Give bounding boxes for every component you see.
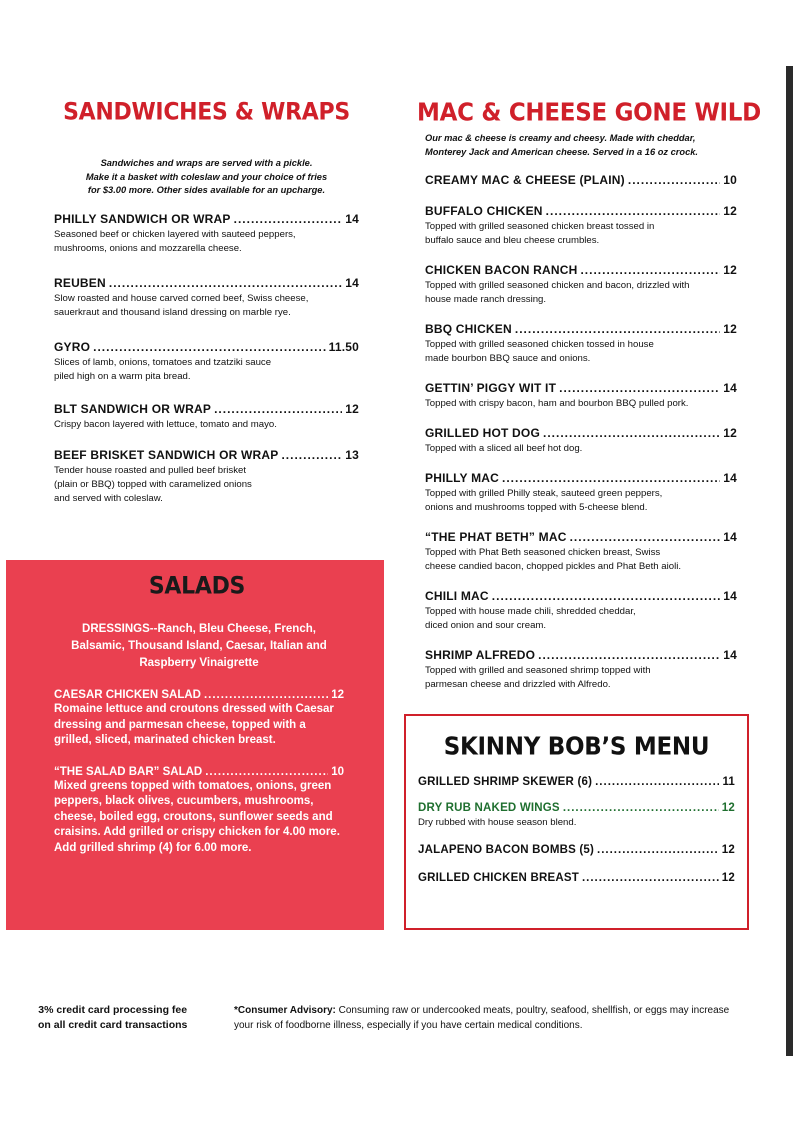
page-edge [786, 66, 793, 1056]
item-price: 11.50 [328, 339, 359, 354]
menu-item [54, 448, 359, 506]
sandwiches-section [54, 100, 359, 506]
item-name: BLT SANDWICH OR WRAP [54, 401, 212, 416]
item-description: Romaine lettuce and croutons dressed with Caesar dressing and parmesan cheese, topped with a grilled, sliced, marinated chicken breast. [54, 703, 334, 746]
item-price: 12 [331, 689, 344, 701]
item-name: PHILLY SANDWICH OR WRAP [54, 211, 231, 226]
credit-card-fee-note: 3% credit card processing fee on all credit card transactions [38, 1004, 188, 1031]
item-description: Topped with a sliced all beef hot dog. [425, 443, 583, 454]
dot-leader [563, 802, 719, 814]
item-price: 13 [345, 447, 359, 462]
dot-leader [538, 648, 720, 662]
advisory-label: *Consumer Advisory: [234, 1005, 336, 1016]
item-price: 12 [723, 204, 737, 218]
item-price: 12 [721, 844, 735, 856]
item-name: “THE SALAD BAR” SALAD [54, 765, 203, 778]
menu-item [54, 402, 359, 432]
skinny-title: SKINNY BOB’S MENU [443, 732, 710, 762]
dot-leader [93, 340, 325, 354]
menu-item [418, 844, 735, 856]
item-name: BEEF BRISKET SANDWICH OR WRAP [54, 447, 279, 462]
dot-leader [570, 530, 721, 544]
item-name: PHILLY MAC [425, 471, 500, 485]
item-name: CREAMY MAC & CHEESE (PLAIN) [425, 173, 625, 187]
menu-item [425, 471, 737, 515]
item-name: DRY RUB NAKED WINGS [418, 802, 560, 814]
item-name: BUFFALO CHICKEN [425, 204, 543, 218]
dot-leader [109, 276, 342, 290]
item-price: 14 [723, 530, 737, 544]
salads-section [6, 560, 384, 930]
dot-leader [580, 263, 720, 277]
item-description: Topped with Phat Beth seasoned chicken breast, Swiss cheese candied bacon, chopped pickles and Phat Beth aioli. [425, 547, 682, 572]
dot-leader [546, 204, 721, 218]
dot-leader [281, 448, 342, 462]
menu-item [54, 276, 359, 320]
menu-item [54, 689, 344, 749]
item-name: CHICKEN BACON RANCH [425, 263, 578, 277]
menu-item [54, 340, 359, 384]
menu-item [425, 381, 737, 411]
dressings-list: DRESSINGS--Ranch, Bleu Cheese, French, Balsamic, Thousand Island, Caesar, Italian and Raspberry Vinaigrette [71, 623, 327, 669]
item-price: 12 [723, 263, 737, 277]
menu-item [425, 426, 737, 456]
item-name: REUBEN [54, 275, 106, 290]
item-name: GRILLED CHICKEN BREAST [418, 872, 579, 884]
item-price: 14 [723, 589, 737, 603]
mac-title: MAC & CHEESE GONE WILD [417, 98, 761, 128]
item-description: Topped with grilled Philly steak, sauteed green peppers, onions and mushrooms topped with 5-cheese blend. [425, 488, 663, 513]
skinny-bobs-section [404, 714, 749, 930]
item-price: 12 [721, 802, 735, 814]
item-price: 14 [345, 211, 359, 226]
item-price: 14 [345, 275, 359, 290]
menu-item [425, 648, 737, 692]
item-name: SHRIMP ALFREDO [425, 648, 536, 662]
dot-leader [628, 173, 720, 187]
item-description: Topped with grilled seasoned chicken breast tossed in buffalo sauce and bleu cheese crumbles. [425, 221, 655, 246]
item-name: BBQ CHICKEN [425, 322, 512, 336]
dot-leader [234, 212, 343, 226]
item-description: Topped with grilled and seasoned shrimp topped with parmesan cheese and drizzled with Alfredo. [425, 665, 651, 690]
item-name: CHILI MAC [425, 589, 489, 603]
salads-title: SALADS [148, 572, 246, 601]
item-price: 12 [723, 322, 737, 336]
mac-intro: Our mac & cheese is creamy and cheesy. Made with cheddar, Monterey Jack and American cheese. Served in a 16 oz crock. [425, 133, 699, 157]
sandwiches-intro: Sandwiches and wraps are served with a pickle. Make it a basket with coleslaw and your choice of fries for $3.00 more. Other sides available for an upcharge. [85, 158, 328, 195]
item-description: Topped with house made chili, shredded cheddar, diced onion and sour cream. [425, 606, 636, 631]
item-description: Tender house roasted and pulled beef brisket (plain or BBQ) topped with caramelized onions and served with coleslaw. [54, 464, 252, 504]
item-name: GRILLED HOT DOG [425, 426, 540, 440]
item-name: GRILLED SHRIMP SKEWER (6) [418, 776, 593, 788]
item-name: CAESAR CHICKEN SALAD [54, 689, 201, 701]
item-price: 10 [723, 173, 737, 187]
dot-leader [515, 322, 720, 336]
item-description: Seasoned beef or chicken layered with sauteed peppers, mushrooms, onions and mozzarella cheese. [54, 228, 296, 254]
dot-leader [559, 381, 720, 395]
item-description: Slices of lamb, onions, tomatoes and tzatziki sauce piled high on a warm pita bread. [54, 356, 272, 382]
menu-item [418, 802, 735, 830]
item-price: 10 [331, 765, 344, 778]
menu-item [425, 263, 737, 307]
item-price: 12 [723, 426, 737, 440]
item-price: 14 [723, 381, 737, 395]
dot-leader [597, 844, 719, 856]
menu-item [425, 322, 737, 366]
item-price: 11 [722, 776, 735, 788]
item-description: Slow roasted and house carved corned beef, Swiss cheese, sauerkraut and thousand island dressing on marble rye. [54, 292, 309, 318]
item-price: 14 [723, 648, 737, 662]
item-name: GYRO [54, 339, 91, 354]
item-description: Dry rubbed with house season blend. [418, 817, 577, 828]
menu-item [425, 204, 737, 248]
dot-leader [205, 766, 328, 778]
menu-item [425, 530, 737, 574]
item-description: Topped with grilled seasoned chicken and bacon, drizzled with house made ranch dressing. [425, 280, 690, 305]
dot-leader [595, 776, 719, 788]
dot-leader [214, 402, 342, 416]
dot-leader [204, 689, 328, 701]
item-name: GETTIN’ PIGGY WIT IT [425, 381, 557, 395]
menu-item [54, 766, 344, 857]
item-description: Mixed greens topped with tomatoes, onions, green peppers, black olives, cucumbers, mushrooms, cheese, boiled egg, croutons, sunflower seeds and craisins. Add grilled or crispy chicken for 4.00 more. Add grilled shrimp (4) for 6.00 more. [54, 779, 340, 854]
consumer-advisory [234, 1003, 734, 1033]
dot-leader [502, 471, 720, 485]
dot-leader [582, 872, 719, 884]
advisory-text: Consuming raw or undercooked meats, poultry, seafood, shellfish, or eggs may increase your risk of foodborne illness, especially if you have certain medical conditions. [234, 1005, 730, 1031]
item-description: Topped with crispy bacon, ham and bourbon BBQ pulled pork. [425, 398, 689, 409]
sandwiches-title: SANDWICHES & WRAPS [63, 98, 350, 127]
item-description: Crispy bacon layered with lettuce, tomato and mayo. [54, 418, 277, 430]
item-price: 14 [723, 471, 737, 485]
item-description: Topped with grilled seasoned chicken tossed in house made bourbon BBQ sauce and onions. [425, 339, 654, 364]
item-price: 12 [721, 872, 735, 884]
item-name: “THE PHAT BETH” MAC [425, 530, 567, 544]
menu-item [54, 212, 359, 256]
dot-leader [492, 589, 720, 603]
dot-leader [543, 426, 720, 440]
menu-item [425, 173, 737, 187]
item-name: JALAPENO BACON BOMBS (5) [418, 844, 595, 856]
mac-section [417, 98, 761, 692]
menu-item [425, 589, 737, 633]
menu-item [418, 872, 735, 884]
item-price: 12 [345, 401, 359, 416]
menu-item [418, 776, 735, 788]
